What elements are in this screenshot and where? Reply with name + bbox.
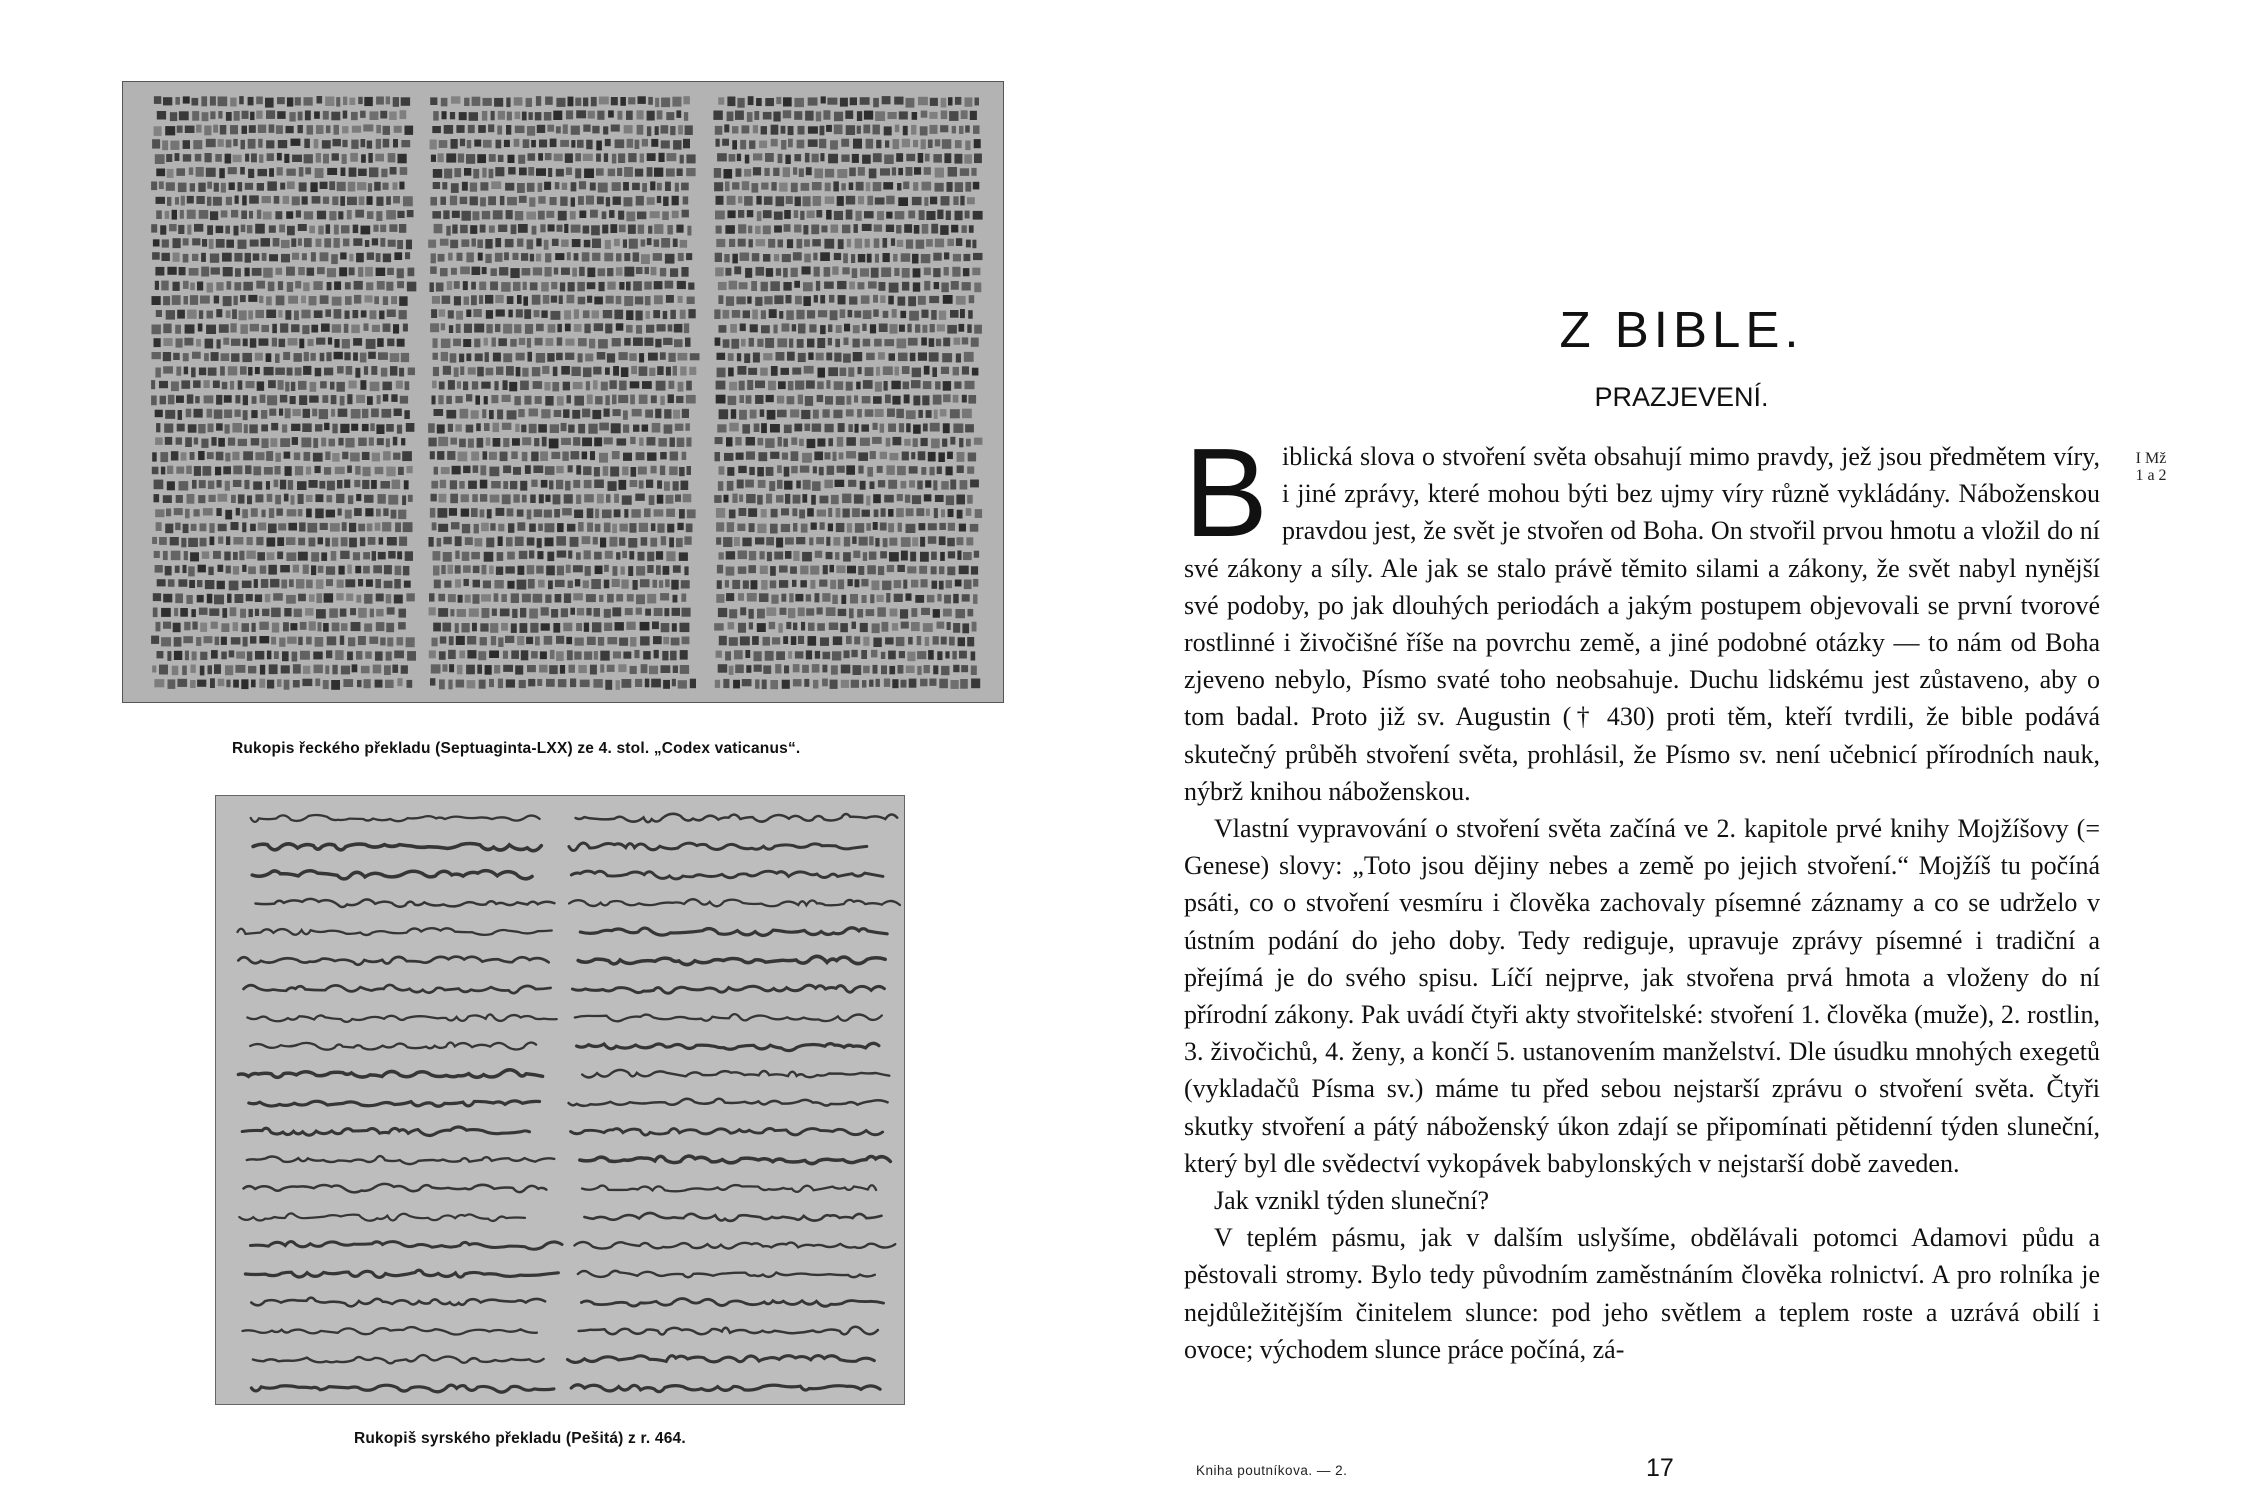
footer-signature: Kniha poutníkova. — 2.	[1196, 1463, 1348, 1478]
page-number: 17	[1646, 1454, 1674, 1482]
drop-cap: B	[1184, 422, 1269, 563]
syriac-plate-caption: Rukopiš syrského překladu (Pešitá) z r. 464.	[354, 1430, 686, 1447]
syriac-manuscript-image	[215, 795, 905, 1405]
paragraph-1-text: iblická slova o stvoření světa obsahují mimo pravdy, jež jsou předmětem víry, i jiné zprávy, které mohou býti bez ujmy víry různě vykládány. Náboženskou pravdou jest, že svět je stvořen od Boha. On stvořil prvou hmotu a vložil do ní své zákony a síly. Ale jak se stalo právě těmito silami a zákony, že svět nabyl nynější své podoby, po jak dlouhých periodách a jakým postupem objevovali se první tvorové rostlinné i živočišné říše na povrchu země, a jiné podobné otázky — to nám od Boha zjeveno nebylo, Písmo svaté toho neobsahuje. Duchu lidskému jest zůstaveno, aby o tom badal. Proto již sv. Augustin († 430) proti těm, kteří tvrdili, že bible podává skutečný průběh stvoření světa, prohlásil, že Písmo sv. není učebnicí přírodních nauk, nýbrž knihou náboženskou.	[1184, 442, 2100, 806]
paragraph-3: Jak vznikl týden sluneční?	[1214, 1186, 1490, 1216]
greek-plate-caption: Rukopis řeckého překladu (Septuaginta-LXX) ze 4. stol. „Codex vaticanus“.	[232, 740, 801, 757]
paragraph-1	[1184, 422, 2100, 810]
margin-reference-chapters: 1 a 2	[2135, 467, 2167, 484]
chapter-subtitle: PRAZJEVENÍ.	[1594, 382, 1769, 412]
greek-manuscript-scan	[123, 82, 1003, 702]
body-text	[1184, 422, 2100, 1368]
chapter-title: Z BIBLE.	[1559, 301, 1804, 358]
syriac-manuscript-scan	[216, 796, 904, 1404]
margin-reference	[2121, 450, 2181, 484]
paragraph-4: V teplém pásmu, jak v dalším uslyšíme, obdělávali potomci Adamovi půdu a pěstovali stromy. Bylo tedy původním zaměstnáním člověka rolnictví. A pro rolníka je nejdůležitějším činitelem slunce: pod jeho světlem a teplem roste a uzrává obilí i ovoce; východem slunce práce počíná, zá-	[1184, 1223, 2100, 1364]
margin-reference-book: I Mž	[2135, 450, 2167, 467]
right-page	[1121, 0, 2242, 1500]
greek-manuscript-image	[122, 81, 1004, 703]
paragraph-2: Vlastní vypravování o stvoření světa začíná ve 2. kapitole prvé knihy Mojžíšovy (= Genese) slovy: „Toto jsou dějiny nebes a země po jejich stvoření.“ Mojžíš tu počíná psáti, co o stvoření vesmíru i člověka zachovaly písemné záznamy a co se udrželo v ústním podání do jeho doby. Tedy rediguje, upravuje zprávy písemné i tradiční a přejímá je do svého spisu. Líčí nejprve, jak stvořena prvá hmota a vloženy do ní přírodní zákony. Pak uvádí čtyři akty stvořitelské: stvoření 1. člověka (muže), 2. rostlin, 3. živočichů, 4. ženy, a končí 5. ustanovením manželství. Dle úsudku mnohých exegetů (vykladačů Písma sv.) máme tu před sebou nejstarší zprávu o stvoření světa. Čtyři skutky stvoření a pátý náboženský úkon zdají se připomínati pětidenní týden sluneční, který byl dle svědectví vykopávek babylonských v nejstarší době zaveden.	[1184, 814, 2100, 1178]
